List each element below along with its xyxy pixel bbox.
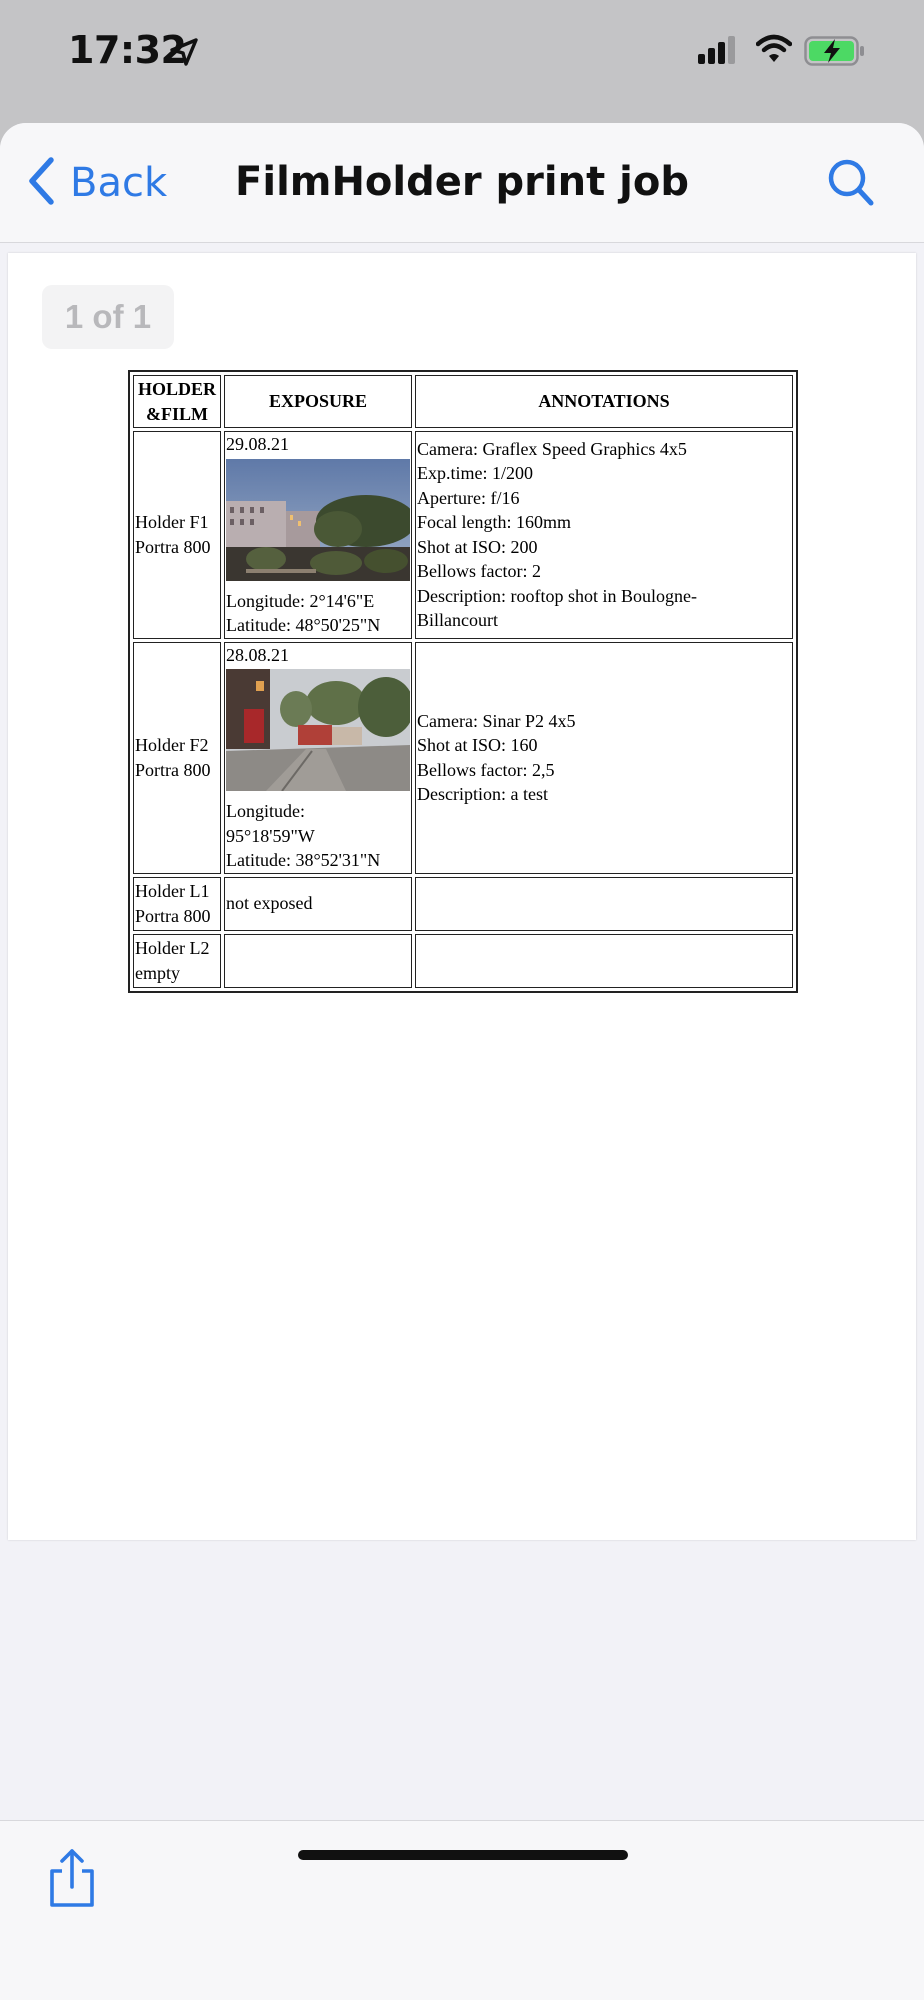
search-button[interactable] [826, 157, 876, 214]
exposure-latitude: Latitude: 38°52'31"N [226, 850, 381, 870]
film-name: Portra 800 [135, 759, 211, 780]
holder-cell [133, 642, 221, 874]
holder-name: Holder L1 [135, 881, 210, 901]
exposure-cell [224, 642, 412, 874]
annotation-line: Camera: Sinar P2 4x5 [417, 710, 576, 731]
status-bar [0, 0, 924, 123]
table-row [133, 877, 793, 931]
annotation-line: Aperture: f/16 [417, 487, 520, 508]
wifi-icon [756, 34, 792, 69]
table-row [133, 431, 793, 639]
header-holder-film: HOLDER &FILM [133, 375, 221, 428]
print-preview-sheet [0, 123, 924, 2000]
status-time: 17:32 [68, 28, 187, 72]
page-title: FilmHolder print job [235, 159, 689, 205]
film-name: Portra 800 [135, 536, 211, 557]
share-icon [46, 1898, 98, 1915]
bottom-toolbar [0, 1820, 924, 2000]
annotation-line: Bellows factor: 2,5 [417, 759, 555, 780]
exposure-longitude: Longitude: [226, 801, 305, 821]
annotation-line: Shot at ISO: 160 [417, 735, 538, 755]
annotation-line: Billancourt [417, 610, 498, 631]
film-name: empty [135, 962, 180, 983]
page-indicator: 1 of 1 [42, 285, 174, 349]
annotations-cell [415, 934, 793, 988]
exposure-latitude: Latitude: 48°50'25"N [226, 615, 381, 635]
header-exposure: EXPOSURE [224, 375, 412, 428]
exposure-cell [224, 431, 412, 639]
exposure-photo [226, 459, 410, 581]
table-row [133, 642, 793, 874]
annotations-cell [415, 431, 793, 639]
exposure-date: 29.08.21 [226, 434, 289, 454]
preview-area[interactable] [0, 243, 924, 1943]
annotation-line: Camera: Graflex Speed Graphics 4x5 [417, 438, 687, 459]
annotation-line: Shot at ISO: 200 [417, 536, 538, 557]
table-header-row [133, 375, 793, 428]
table-row [133, 934, 793, 988]
holder-name: Holder L2 [135, 938, 210, 958]
annotation-line: Focal length: 160mm [417, 512, 571, 533]
share-button[interactable] [46, 1847, 98, 1916]
home-indicator [298, 1850, 628, 1860]
annotation-line: Exp.time: 1/200 [417, 463, 533, 484]
header-annotations: ANNOTATIONS [415, 375, 793, 428]
holder-name: Holder F2 [135, 735, 209, 755]
annotations-cell [415, 877, 793, 931]
holder-name: Holder F1 [135, 512, 209, 533]
holder-cell [133, 431, 221, 639]
nav-bar [0, 123, 924, 243]
exposure-longitude: Longitude: 2°14'6"E [226, 590, 375, 611]
holder-cell [133, 877, 221, 931]
battery-charging-icon [804, 36, 866, 71]
back-label: Back [70, 160, 168, 206]
print-page[interactable] [8, 253, 916, 1540]
film-holder-table [128, 370, 798, 993]
location-arrow-icon [168, 36, 200, 73]
annotation-line: Bellows factor: 2 [417, 561, 541, 582]
exposure-photo [226, 669, 410, 791]
film-name: Portra 800 [135, 905, 211, 926]
annotation-line: Description: a test [417, 784, 548, 804]
holder-cell [133, 934, 221, 988]
cellular-signal-icon [698, 36, 738, 69]
exposure-longitude-value: 95°18'59"W [226, 825, 315, 846]
annotations-cell [415, 642, 793, 874]
exposure-cell [224, 934, 412, 988]
exposure-cell: not exposed [224, 877, 412, 931]
annotation-line: Description: rooftop shot in Boulogne- [417, 585, 697, 606]
exposure-date: 28.08.21 [226, 644, 289, 665]
search-icon [826, 196, 876, 213]
